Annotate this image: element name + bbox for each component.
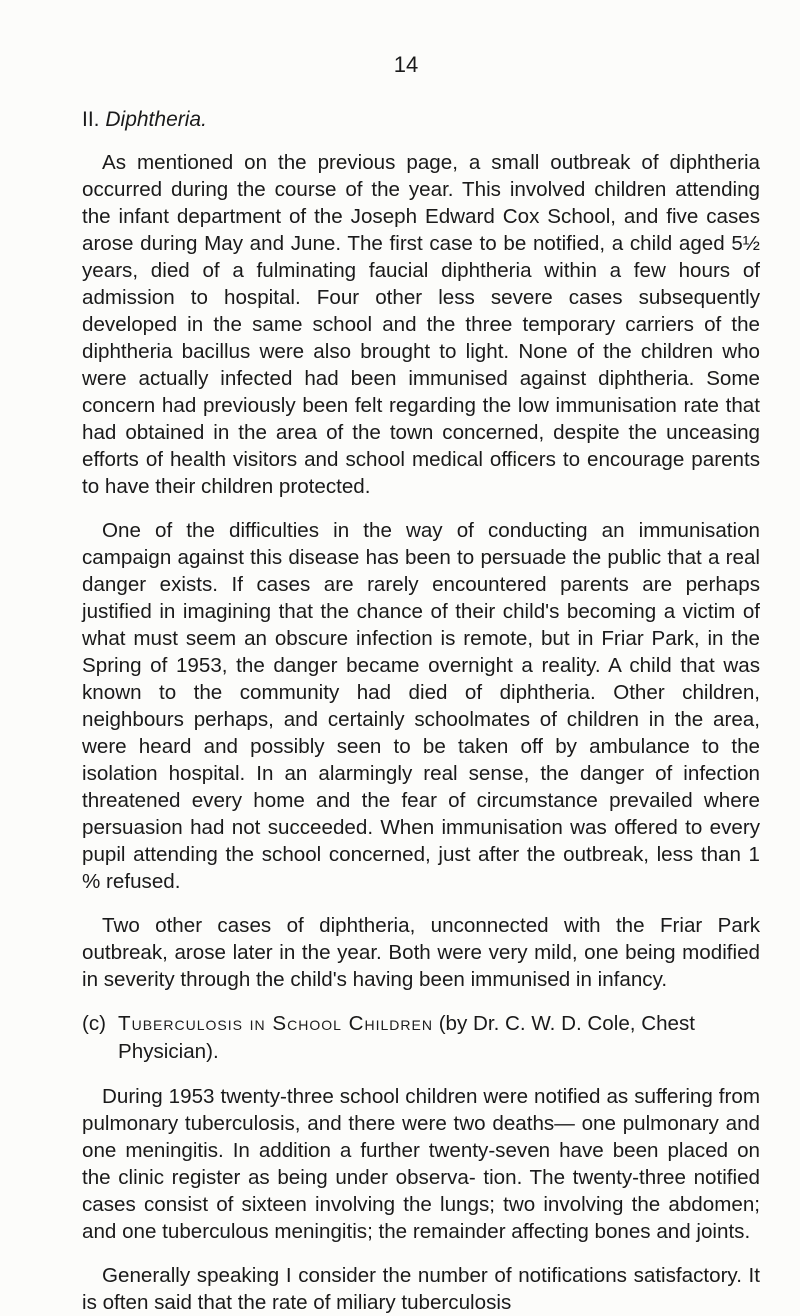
section-number: II. <box>82 108 100 131</box>
subsection-attribution: (by Dr. C. W. D. Cole, Chest Physician). <box>118 1012 696 1063</box>
subsection-heading <box>82 1010 760 1066</box>
subsection-label: (c) <box>82 1012 107 1035</box>
paragraph-tb-cases: During 1953 twenty-three school children were notified as suffering from pulmonary tuberculosis, and there were two deaths— one pulmonary and one meningitis. In addition a further twenty-seven have been placed on the clinic register as being under observa- tion. The twenty-three notified cases consist of sixteen involving the lungs; two involving the abdomen; and one tuberculous meningitis; the remainder affecting bones and joints. <box>82 1085 760 1243</box>
paragraph-tb-notifications: Generally speaking I consider the number of notifications satisfactory. It is often said that the rate of miliary tuberculosis <box>82 1264 760 1314</box>
paragraph-campaign: One of the difficulties in the way of conducting an immunisation campaign against this disease has been to persuade the public that a real danger exists. If cases are rarely encountered parents are perhaps justified in imagining that the chance of their child's becoming a victim of what must seem an obscure infection is remote, but in Friar Park, in the Spring of 1953, the danger became overnight a reality. A child that was known to the community had died of diphtheria. Other children, neighbours perhaps, and certainly schoolmates of children in the area, were heard and possibly seen to be taken off by ambulance to the isolation hospital. In an alarmingly real sense, the danger of infection threatened every home and the fear of circumstance prevailed where persuasion had not succeeded. When immunisation was offered to every pupil attending the school concerned, just after the outbreak, less than 1 % refused. <box>82 519 760 893</box>
section-heading <box>82 108 760 132</box>
subsection-title: Tuberculosis in School Children <box>118 1012 433 1035</box>
paragraph-other-cases: Two other cases of diphtheria, unconnected with the Friar Park outbreak, arose later in the year. Both were very mild, one being modified in severity through the child's having been immunised in infancy. <box>82 914 760 991</box>
paragraph-outbreak: As mentioned on the previous page, a small outbreak of diphtheria occurred during the course of the year. This involved children attending the infant department of the Joseph Edward Cox School, and five cases arose during May and June. The first case to be notified, a child aged 5½ years, died of a fulminating faucial diphtheria within a few hours of admission to hospital. Four other less severe cases subsequently developed in the same school and the three temporary carriers of the diphtheria bacillus were also brought to light. None of the children who were actually infected had been immunised against diphtheria. Some concern had previously been felt regarding the low immunisation rate that had obtained in the area of the town concerned, despite the unceasing efforts of health visitors and school medical officers to encourage parents to have their children protected. <box>82 151 760 498</box>
section-title: Diphtheria. <box>105 108 207 131</box>
page-number: 14 <box>393 52 419 77</box>
